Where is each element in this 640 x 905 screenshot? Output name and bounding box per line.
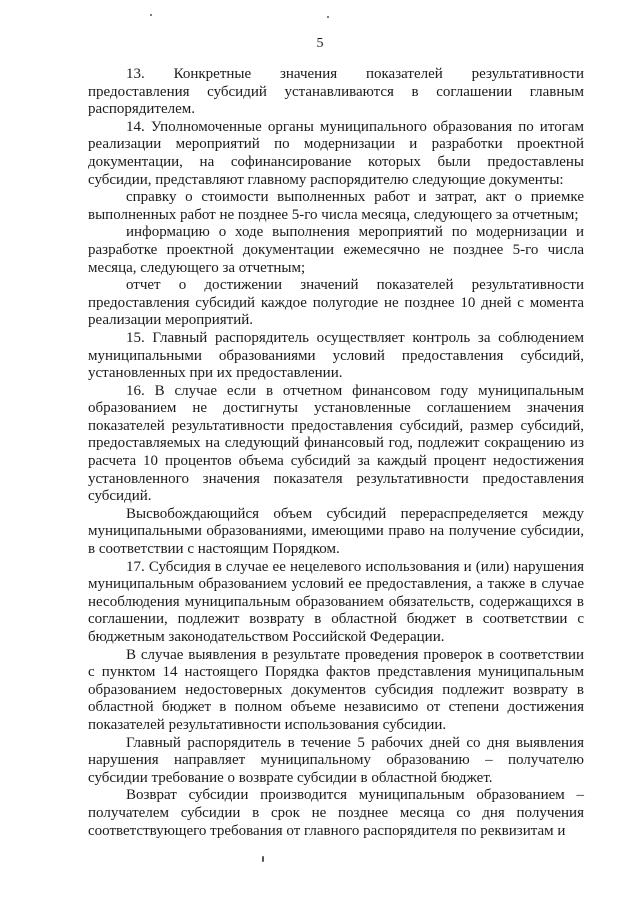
scan-speck: [327, 16, 329, 18]
paragraph-17-continued-2: Главный распорядитель в течение 5 рабочих дней со дня выявления нарушения направляет муниципальному образованию – получателю субсидии требование о возврате субсидии в областной бюджет.: [88, 734, 584, 786]
page-number: 5: [316, 36, 324, 51]
scan-speck: [262, 856, 264, 862]
paragraph-14-item-3: отчет о достижении значений показателей результативности предоставления субсидий каждое полугодие не позднее 10 дней с момента реализации мероприятий.: [88, 277, 584, 329]
paragraph-16: 16. В случае если в отчетном финансовом году муниципальным образованием не достигнуты установленные соглашением значения показателей результативности предоставления субсидий, размер субсидий, предоставляемых на следующий финансовый год, подлежит сокращению из расчета 10 процентов объема субсидий за каждый процент недостижения установленного значения показателя результативности предоставления субсидий.: [88, 382, 584, 505]
document-body: [88, 66, 584, 840]
paragraph-17: 17. Субсидия в случае ее нецелевого использования и (или) нарушения муниципальным образованием условий ее предоставления, а также в случае несоблюдения муниципальным образованием обязательств, содержащихся в соглашении, подлежит возврату в областной бюджет в соответствии с бюджетным законодательством Российской Федерации.: [88, 558, 584, 645]
paragraph-17-continued-1: В случае выявления в результате проведения проверок в соответствии с пунктом 14 настоящего Порядка фактов представления муниципальным образованием недостоверных документов субсидия подлежит возврату в областной бюджет в полном объеме независимо от степени достижения показателей результативности использования субсидии.: [88, 646, 584, 733]
paragraph-17-continued-3: Возврат субсидии производится муниципальным образованием – получателем субсидии в срок не позднее месяца со дня получения соответствующего требования от главного распорядителя по реквизитам и: [88, 787, 584, 839]
paragraph-14-item-2: информацию о ходе выполнения мероприятий по модернизации и разработке проектной документации ежемесячно не позднее 5-го числа месяца, следующего за отчетным;: [88, 224, 584, 276]
paragraph-14: 14. Уполномоченные органы муниципального образования по итогам реализации мероприятий по модернизации и разработки проектной документации, на софинансирование которых были предоставлены субсидии, представляют главному распорядителю следующие документы:: [88, 118, 584, 188]
paragraph-14-item-1: справку о стоимости выполненных работ и затрат, акт о приемке выполненных работ не позднее 5-го числа месяца, следующего за отчетным;: [88, 189, 584, 223]
paragraph-16-continued: Высвобождающийся объем субсидий перераспределяется между муниципальными образованиями, имеющими право на получение субсидии, в соответствии с настоящим Порядком.: [88, 505, 584, 558]
paragraph-15: 15. Главный распорядитель осуществляет контроль за соблюдением муниципальными образованиями условий предоставления субсидий, установленных при их предоставлении.: [88, 329, 584, 382]
paragraph-13: 13. Конкретные значения показателей результативности предоставления субсидий устанавливаются в соглашении главным распорядителем.: [88, 66, 584, 118]
scan-speck: [150, 14, 152, 16]
